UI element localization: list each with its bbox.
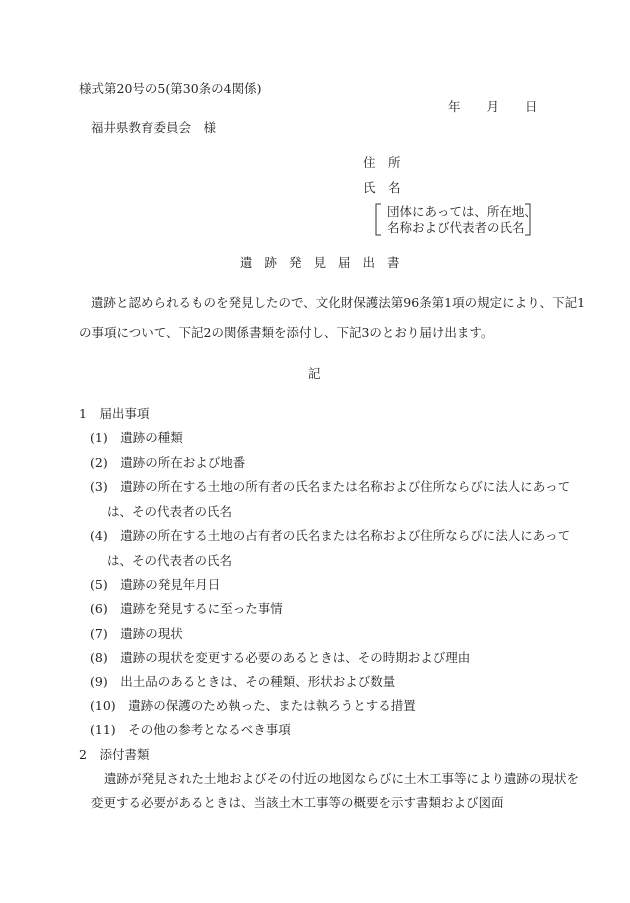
item-text: 遺跡の発見年月日 bbox=[120, 577, 221, 592]
section2-heading: 2 添付書類 bbox=[79, 747, 150, 762]
date-line bbox=[448, 101, 538, 114]
item-text: その他の参考となるべき事項 bbox=[128, 722, 291, 737]
item-3 bbox=[90, 481, 570, 494]
item-number: (7) bbox=[90, 626, 108, 641]
item-9 bbox=[90, 676, 395, 689]
item-number: (10) bbox=[90, 698, 116, 713]
section1-heading: 1 届出事項 bbox=[79, 406, 150, 421]
intro-line2: の事項について、下記2の関係書類を添付し、下記3のとおり届け出ます。 bbox=[79, 325, 494, 340]
item-number: (4) bbox=[90, 528, 108, 543]
addressee: 福井県教育委員会 様 bbox=[91, 120, 217, 135]
intro-line1: 遺跡と認められるものを発見したので、文化財保護法第96条第1項の規定により、下記1 bbox=[91, 295, 586, 310]
address-label: 住 所 bbox=[363, 155, 401, 170]
document-title: 遺跡発見届出書 bbox=[240, 255, 412, 270]
item-number: (5) bbox=[90, 577, 108, 592]
item-3-continued: は、その代表者の氏名 bbox=[107, 504, 233, 519]
ki-heading: 記 bbox=[308, 366, 321, 381]
item-number: (2) bbox=[90, 455, 108, 470]
item-text: 遺跡の現状 bbox=[120, 626, 183, 641]
item-8 bbox=[90, 652, 470, 665]
item-text: 遺跡の現状を変更する必要のあるときは、その時期および理由 bbox=[120, 650, 471, 665]
item-text: 遺跡の種類 bbox=[120, 430, 183, 445]
form-label: 様式第20号の5(第30条の4関係) bbox=[79, 81, 262, 96]
item-number: (8) bbox=[90, 650, 108, 665]
name-label: 氏 名 bbox=[363, 180, 401, 195]
item-6 bbox=[90, 603, 283, 616]
item-text: 遺跡の所在する土地の所有者の氏名または名称および住所ならびに法人にあって bbox=[120, 479, 571, 494]
section2-line1: 遺跡が発見された土地およびその付近の地図ならびに土木工事等により遺跡の現状を bbox=[104, 771, 580, 786]
item-text: 遺跡の所在および地番 bbox=[120, 455, 246, 470]
date-month: 月 bbox=[486, 99, 500, 114]
item-4 bbox=[90, 530, 570, 543]
group-note-line2: 名称および代表者の氏名 bbox=[387, 220, 525, 235]
group-note-line1: 団体にあっては、所在地、 bbox=[387, 204, 537, 219]
item-number: (11) bbox=[90, 722, 116, 737]
item-5 bbox=[90, 579, 220, 592]
item-number: (3) bbox=[90, 479, 108, 494]
item-number: (6) bbox=[90, 601, 108, 616]
item-4-continued: は、その代表者の氏名 bbox=[107, 553, 233, 568]
item-text: 出土品のあるときは、その種類、形状および数量 bbox=[120, 674, 396, 689]
section2-line2: 変更する必要があるときは、当該土木工事等の概要を示す書類および図面 bbox=[91, 795, 504, 810]
item-number: (9) bbox=[90, 674, 108, 689]
item-11 bbox=[90, 724, 291, 737]
group-note bbox=[374, 203, 537, 236]
item-1 bbox=[90, 432, 183, 445]
date-year: 年 bbox=[448, 99, 461, 114]
date-day: 日 bbox=[525, 99, 538, 114]
item-2 bbox=[90, 457, 245, 470]
item-text: 遺跡の所在する土地の占有者の氏名または名称および住所ならびに法人にあって bbox=[120, 528, 571, 543]
item-text: 遺跡を発見するに至った事情 bbox=[120, 601, 283, 616]
item-number: (1) bbox=[90, 430, 108, 445]
item-10 bbox=[90, 700, 416, 713]
item-text: 遺跡の保護のため執った、または執ろうとする措置 bbox=[128, 698, 416, 713]
item-7 bbox=[90, 628, 183, 641]
